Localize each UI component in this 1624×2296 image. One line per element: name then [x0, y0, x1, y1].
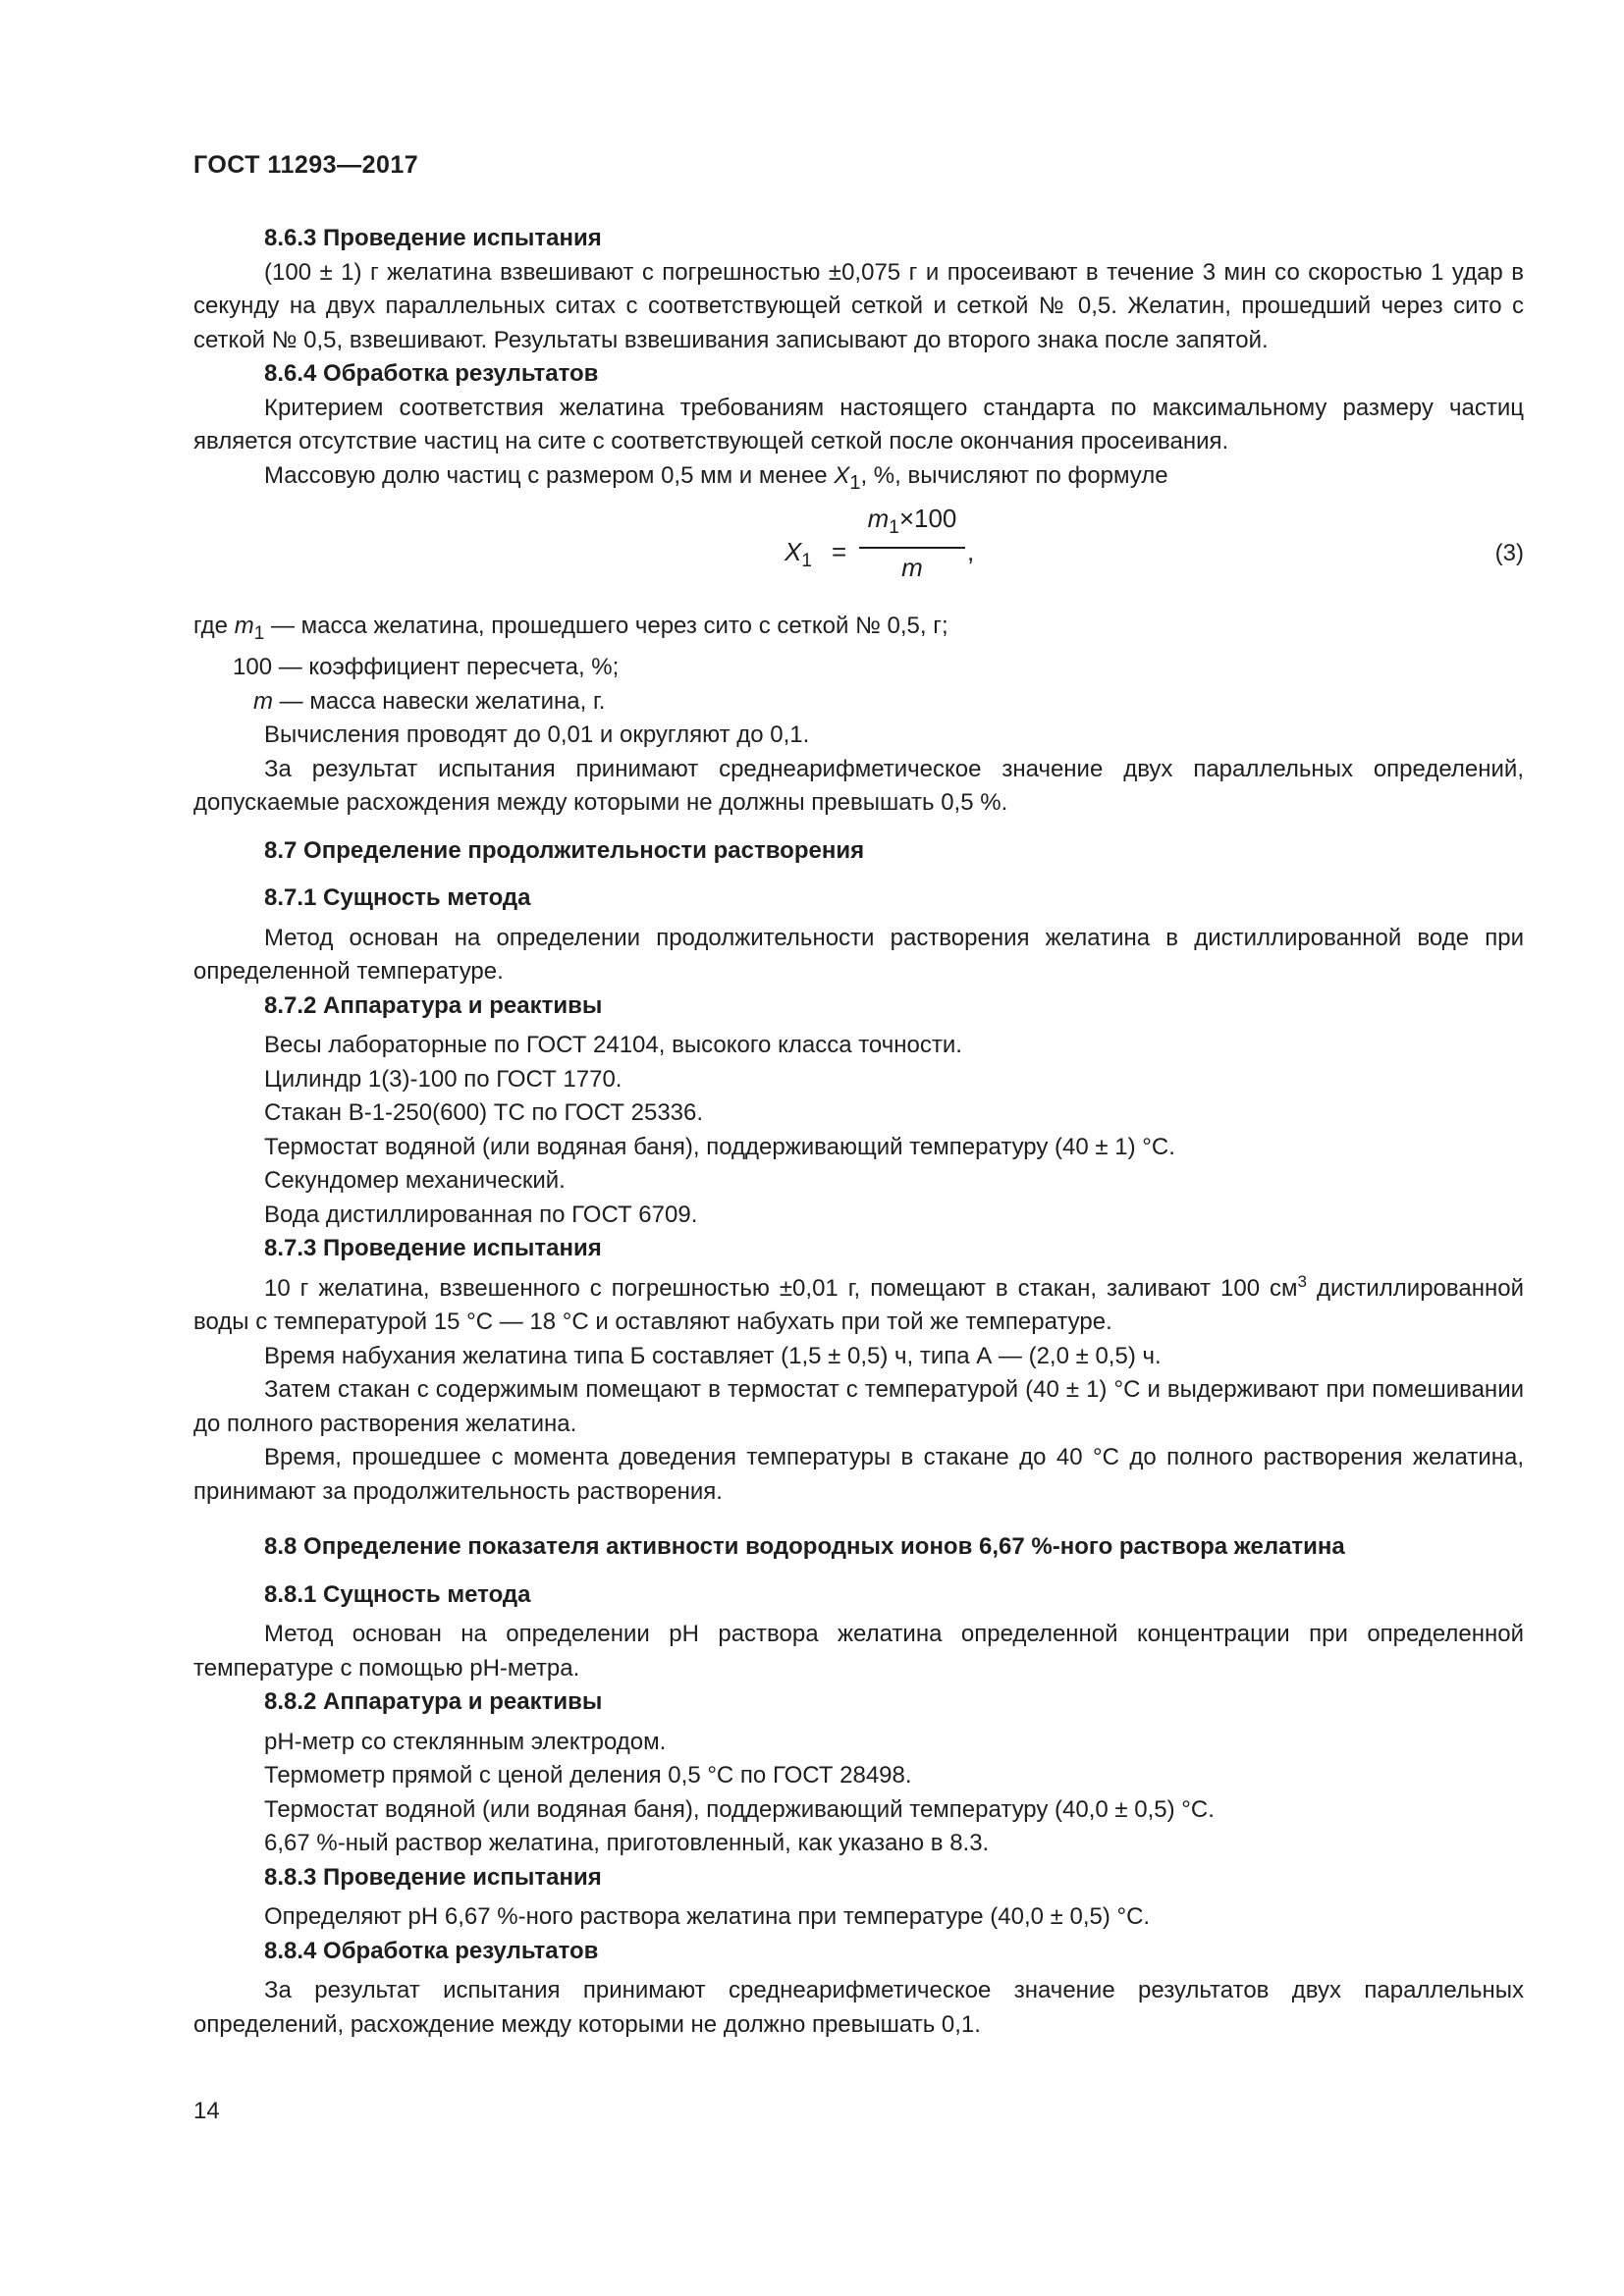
page-number: 14 [193, 2098, 220, 2124]
section-heading-8-7: 8.7 Определение продолжительности растворения [264, 836, 865, 864]
paragraph: За результат испытания принимают среднеарифметическое значение результатов двух параллельных определений, расхождение между которыми не должно превышать 0,1. [193, 1977, 1524, 2038]
paragraph [193, 1272, 1524, 1340]
paragraph: Критерием соответствия желатина требованиям настоящего стандарта по максимальному размеру частиц является отсутствие частиц на сите с соответствующей сеткой после окончания просеивания. [193, 394, 1524, 454]
subscript: 1 [253, 622, 265, 644]
paragraph: (100 ± 1) г желатина взвешивают с погрешностью ±0,075 г и просеивают в течение 3 мин со скоростью 1 удар в секунду на двух параллельных ситах с соответствующей сеткой и сеткой № 0,5. Желатин, прошедший через сито с сеткой № 0,5, взвешивают. Результаты взвешивания записывают до второго знака после запятой. [193, 258, 1524, 353]
text-run: дистиллированной воды с температурой 15 °С — 18 °С и оставляют набухать при той же температуре. [193, 1274, 1524, 1336]
section-heading-8-7-2: 8.7.2 Аппаратура и реактивы [264, 991, 603, 1019]
formula-fraction [859, 504, 965, 582]
section-heading-8-8-4: 8.8.4 Обработка результатов [264, 1937, 599, 1964]
section-heading-8-8-2: 8.8.2 Аппаратура и реактивы [264, 1688, 603, 1716]
legend-row [193, 685, 1524, 720]
paragraph: Метод основан на определении рН раствора желатина определенной концентрации при определенной температуре с помощью рН-метра. [193, 1621, 1524, 1682]
list-item: Вода дистиллированная по ГОСТ 6709. [264, 1201, 698, 1228]
text-run: — масса желатина, прошедшего через сито с сеткой № 0,5, г; [264, 612, 948, 639]
paragraph-formula-intro [193, 459, 1524, 500]
text-run: где [193, 612, 235, 639]
formula-lhs [785, 537, 812, 576]
text-run: 100 [233, 654, 273, 681]
text-run: 10 г желатина, взвешенного с погрешностью ±0,01 г, помещают в стакан, заливают 100 см [264, 1274, 1298, 1302]
document-body [193, 222, 1524, 2042]
formula-number: (3) [1494, 539, 1524, 566]
formula-comma: , [967, 536, 975, 566]
paragraph: Время набухания желатина типа Б составляет (1,5 ± 0,5) ч, типа А — (2,0 ± 0,5) ч. [264, 1342, 1162, 1369]
formula-denominator [859, 553, 965, 582]
variable: m [901, 552, 923, 582]
paragraph: Время, прошедшее с момента доведения температуры в стакане до 40 °С до полного растворения желатина, принимают за продолжительность растворения. [193, 1444, 1524, 1505]
variable: m [234, 612, 254, 639]
paragraph: Метод основан на определении продолжительности растворения желатина в дистиллированной воде при определенной температуре. [193, 924, 1524, 986]
formula-row [193, 500, 1524, 610]
legend-row [193, 651, 1524, 685]
variable: m [867, 503, 890, 533]
list-item: Секундомер механический. [264, 1167, 566, 1195]
variable: X [834, 461, 850, 489]
subscript: 1 [801, 550, 812, 571]
document-header: ГОСТ 11293—2017 [193, 151, 419, 179]
section-heading-8-8-1: 8.8.1 Сущность метода [264, 1580, 531, 1608]
list-item: Цилиндр 1(3)-100 по ГОСТ 1770. [264, 1065, 623, 1093]
text-run: — масса навески желатина, г. [273, 687, 606, 715]
list-item: Весы лабораторные по ГОСТ 24104, высокого класса точности. [264, 1032, 962, 1059]
formula-numerator [859, 504, 965, 543]
legend-row [193, 610, 1524, 651]
list-item: Стакан В-1-250(600) ТС по ГОСТ 25336. [264, 1099, 704, 1127]
section-heading-8-8-3: 8.8.3 Проведение испытания [264, 1863, 602, 1891]
superscript: 3 [1297, 1271, 1308, 1291]
section-heading-8-6-4: 8.6.4 Обработка результатов [264, 360, 599, 387]
text-run: — коэффициент пересчета, %; [272, 654, 620, 681]
section-heading-8-8: 8.8 Определение показателя активности водородных ионов 6,67 %-ного раствора желатина [264, 1533, 1345, 1561]
text-run: , %, вычисляют по формуле [860, 461, 1168, 489]
list-item: Термостат водяной (или водяная баня), поддерживающий температуру (40,0 ± 0,5) °С. [264, 1795, 1215, 1823]
section-heading-8-6-3: 8.6.3 Проведение испытания [264, 225, 602, 251]
formula-equals: = [832, 536, 847, 566]
text-run: ×100 [898, 503, 957, 533]
list-item: 6,67 %-ный раствор желатина, приготовленный, как указано в 8.3. [264, 1830, 990, 1857]
paragraph: Затем стакан с содержимым помещают в термостат с температурой (40 ± 1) °С и выдерживают при помешивании до полного растворения желатина. [193, 1376, 1524, 1437]
variable: X [785, 536, 802, 566]
list-item: рН-метр со стеклянным электродом. [264, 1728, 667, 1755]
paragraph: За результат испытания принимают среднеарифметическое значение двух параллельных определений, допускаемые расхождения между которыми не должны превышать 0,5 %. [193, 755, 1524, 817]
paragraph: Определяют рН 6,67 %-ного раствора желатина при температуре (40,0 ± 0,5) °С. [264, 1903, 1151, 1931]
list-item: Термометр прямой с ценой деления 0,5 °С по ГОСТ 28498. [264, 1762, 912, 1789]
formula-legend [193, 610, 1524, 719]
section-heading-8-7-1: 8.7.1 Сущность метода [264, 884, 531, 912]
list-item: Термостат водяной (или водяная баня), поддерживающий температуру (40 ± 1) °С. [264, 1133, 1175, 1160]
section-heading-8-7-3: 8.7.3 Проведение испытания [264, 1235, 602, 1262]
paragraph: Вычисления проводят до 0,01 и округляют до 0,1. [264, 721, 810, 749]
fraction-bar [859, 547, 965, 549]
subscript: 1 [849, 471, 861, 494]
text-run: Массовую долю частиц с размером 0,5 мм и менее [264, 461, 835, 489]
variable: m [253, 687, 273, 715]
subscript: 1 [889, 516, 899, 538]
